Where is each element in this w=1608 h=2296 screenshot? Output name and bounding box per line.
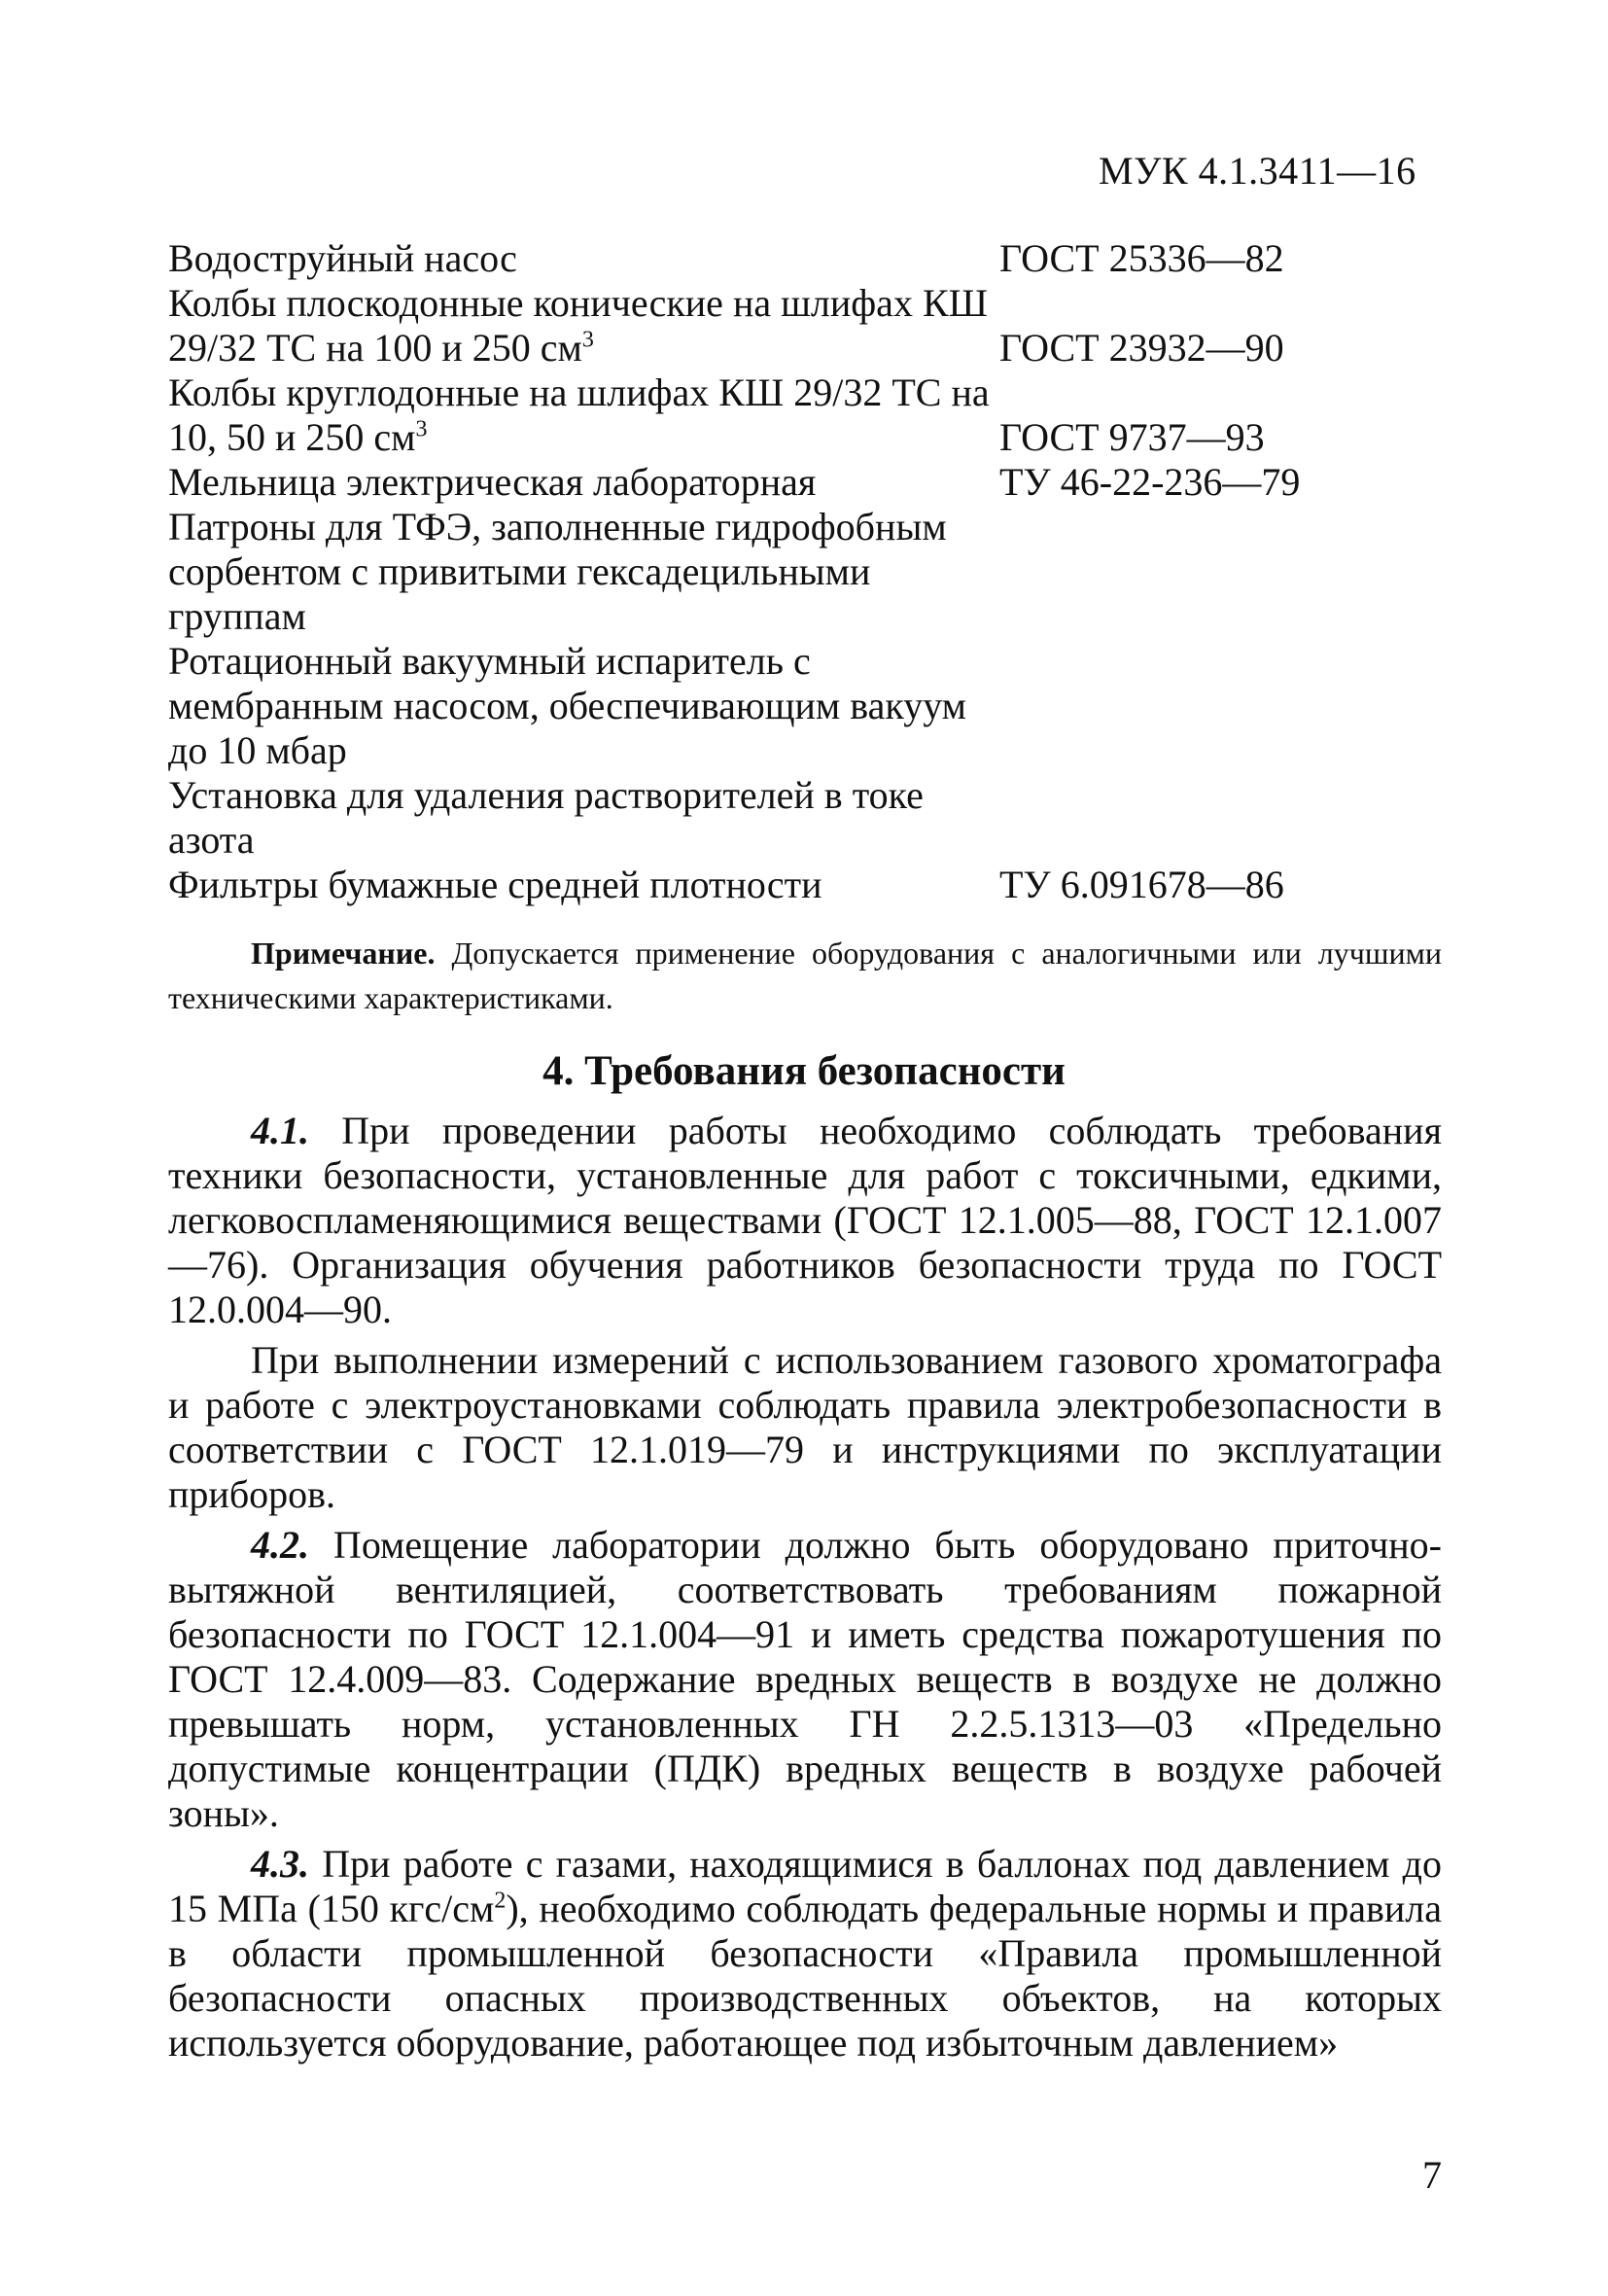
equipment-name: Мельница электрическая лабораторная	[168, 460, 817, 504]
note-label: Примечание.	[251, 936, 436, 971]
equipment-item	[168, 460, 1451, 505]
equipment-standard: ГОСТ 25336—82	[999, 236, 1284, 280]
paragraph-text: Помещение лаборатории должно быть оборудовано приточно-вытяжной вентиляцией, соответствовать требованиям пожарной безопасности по ГОСТ 12.1.004—91 и иметь средства пожаротушения по ГОСТ 12.4.009—83. Содержание вредных веществ в воздухе не должно превышать норм, установленных ГН 2.2.5.1313—03 «Предельно допустимые концентрации (ПДК) вредных веществ в воздухе рабочей зоны».	[168, 1523, 1442, 1835]
equipment-name: Колбы плоскодонные конические на шлифах КШ 29/32 ТС на 100 и 250 см	[168, 281, 988, 370]
paragraph-text: При работе с газами, находящимися в баллонах под давлением до 15 МПа (150 кгс/см	[168, 1842, 1442, 1930]
paragraph-text-continued: ), необходимо соблюдать федеральные нормы и правила в области промышленной безопасности «Правила промышленной безопасности опасных производственных объектов, на которых используется оборудование, работающее под избыточным давлением»	[168, 1887, 1442, 2065]
superscript: 3	[415, 416, 428, 442]
safety-requirements-text	[168, 1109, 1442, 2071]
note-text: Допускается применение оборудования с аналогичными или лучшими техническими характеристиками.	[168, 936, 1442, 1015]
equipment-item	[168, 236, 1451, 281]
paragraph-number: 4.1.	[251, 1109, 309, 1152]
section-title: 4. Требования безопасности	[542, 1048, 1066, 1094]
paragraph	[168, 1109, 1442, 1332]
equipment-item	[168, 281, 1451, 371]
equipment-item	[168, 371, 1451, 460]
equipment-name: Установка для удаления растворителей в токе азота	[168, 773, 924, 862]
equipment-item	[168, 505, 1451, 639]
paragraph-text: При выполнении измерений с использованием газового хроматографа и работе с электроустановками соблюдать правила электробезопасности в соответствии с ГОСТ 12.1.019—79 и инструкциями по эксплуатации приборов.	[168, 1338, 1442, 1516]
equipment-name: Фильтры бумажные средней плотности	[168, 863, 822, 906]
paragraph-number: 4.2.	[251, 1523, 309, 1567]
superscript: 3	[581, 327, 594, 353]
equipment-item	[168, 863, 1451, 907]
paragraph	[168, 1523, 1442, 1836]
equipment-item	[168, 639, 1451, 773]
paragraph	[168, 1338, 1442, 1517]
paragraph-text: При проведении работы необходимо соблюдать требования техники безопасности, установленные для работ с токсичными, едкими, легковоспламеняющимися веществами (ГОСТ 12.1.005—88, ГОСТ 12.1.007—76). Организация обучения работников безопасности труда по ГОСТ 12.0.004—90.	[168, 1109, 1442, 1331]
equipment-name: Ротационный вакуумный испаритель с мембранным насосом, обеспечивающим вакуум до 10 мбар	[168, 639, 966, 772]
paragraph	[168, 1842, 1442, 2066]
document-code: МУК 4.1.3411—16	[1099, 149, 1416, 193]
page-number: 7	[1422, 2153, 1442, 2197]
equipment-name: Колбы круглодонные на шлифах КШ 29/32 ТС на 10, 50 и 250 см	[168, 371, 990, 459]
equipment-name: Патроны для ТФЭ, заполненные гидрофобным сорбентом с привитыми гексадецильными группам	[168, 505, 947, 638]
equipment-standard: ГОСТ 9737—93	[999, 415, 1265, 459]
equipment-note	[168, 931, 1442, 1020]
equipment-name: Водоструйный насос	[168, 236, 517, 280]
equipment-item	[168, 773, 1451, 863]
equipment-standard: ГОСТ 23932—90	[999, 326, 1284, 370]
superscript: 2	[494, 1888, 507, 1914]
equipment-standard: ТУ 46-22-236—79	[999, 460, 1301, 504]
equipment-list	[168, 236, 1451, 907]
paragraph-number: 4.3.	[251, 1842, 309, 1886]
equipment-standard: ТУ 6.091678—86	[999, 863, 1284, 906]
